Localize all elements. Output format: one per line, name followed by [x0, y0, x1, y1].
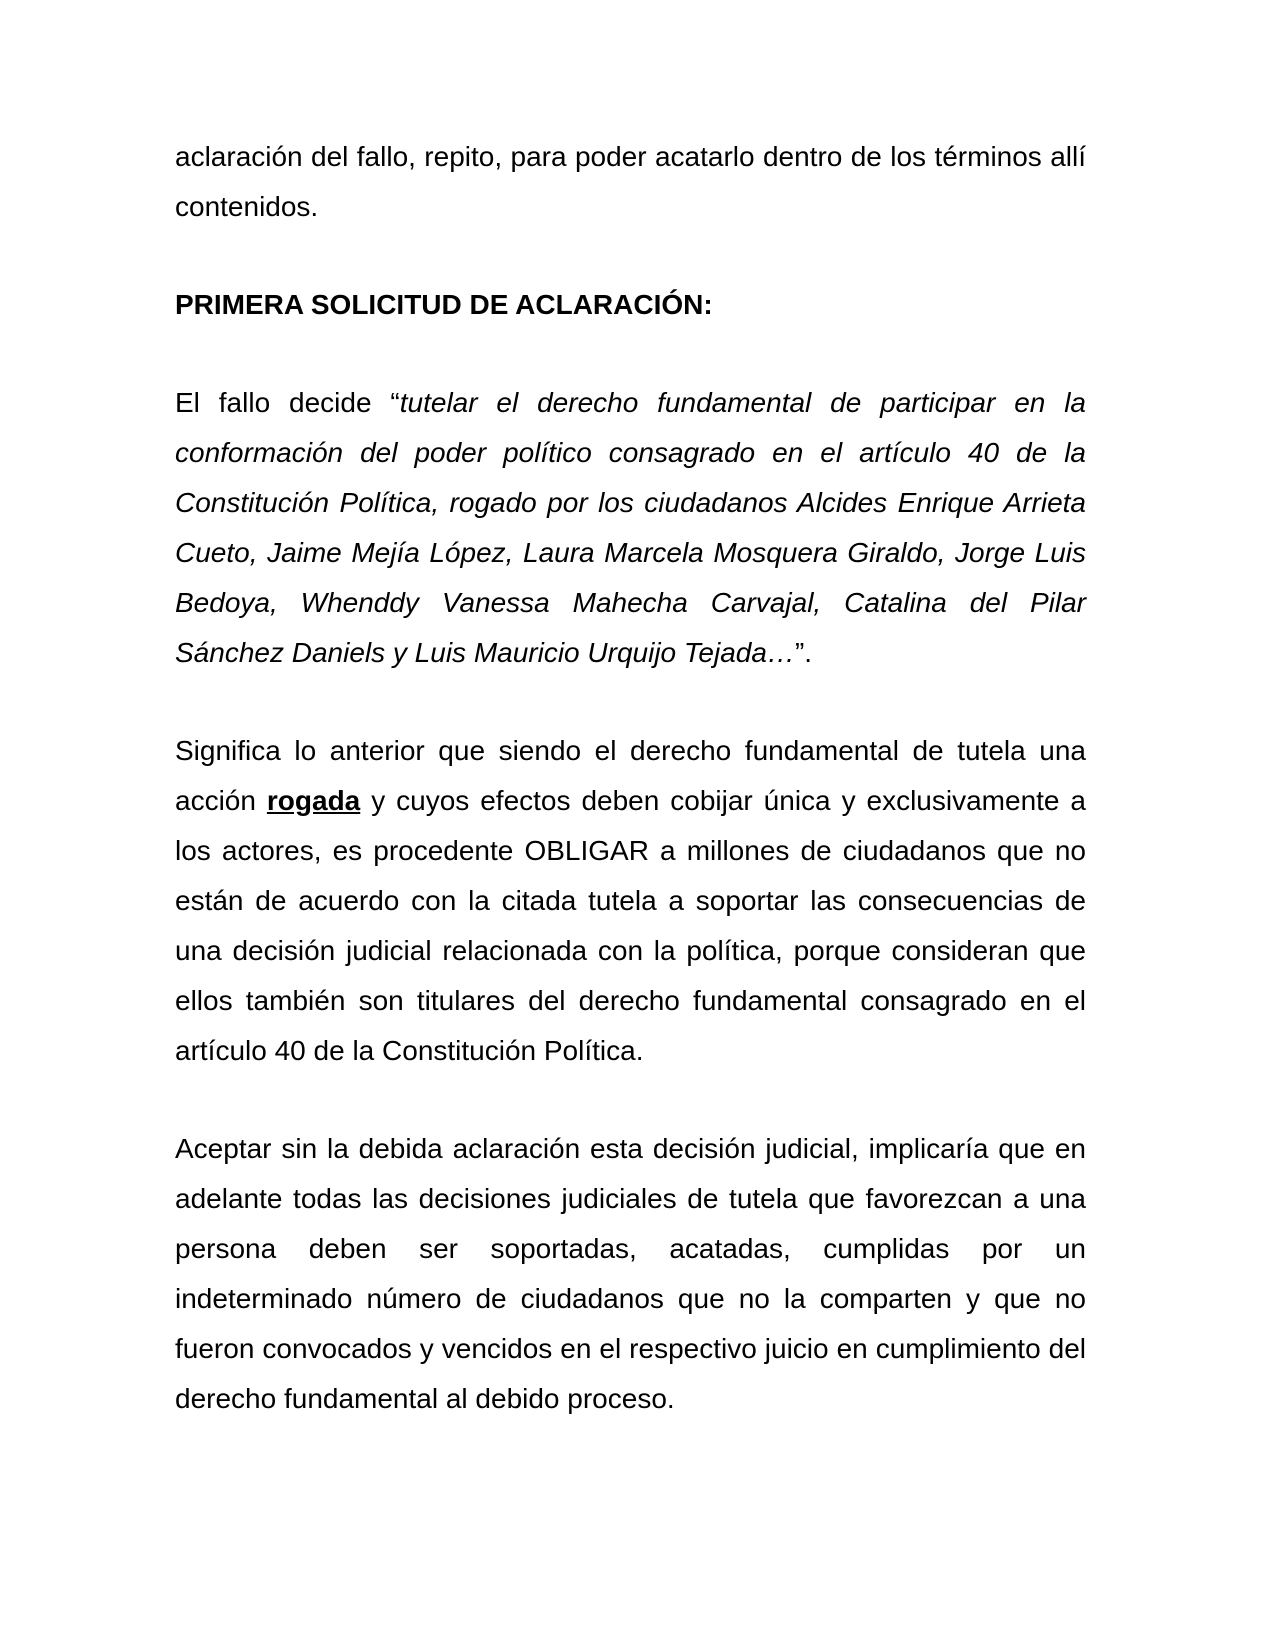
- emphasized-word: rogada: [266, 785, 361, 816]
- significa-before: Significa lo anterior que siendo el derecho fundamental de tutela una acción: [175, 735, 1086, 816]
- quoted-ruling: tutelar el derecho fundamental de participar en la conformación del poder político consagrado en el artículo 40 de la Constitución Política, rogado por los ciudadanos Alcides Enrique Arrieta Cueto, Jaime Mejía López, Laura Marcela Mosquera Giraldo, Jorge Luis Bedoya, Whenddy Vanessa Mahecha Carvajal, Catalina del Pilar Sánchez Daniels y Luis Mauricio Urquijo Tejada…: [175, 387, 1087, 668]
- document-page: [175, 132, 1086, 1472]
- section-heading: PRIMERA SOLICITUD DE ACLARACIÓN:: [175, 289, 713, 320]
- quote-lead: El fallo decide “: [175, 387, 400, 418]
- quote-tail: ”.: [794, 637, 813, 668]
- intro-paragraph: aclaración del fallo, repito, para poder acatarlo dentro de los términos allí contenidos.: [175, 141, 1086, 222]
- significa-paragraph: [175, 726, 1086, 1076]
- quote-paragraph: [175, 378, 1086, 678]
- aceptar-paragraph: Aceptar sin la debida aclaración esta decisión judicial, implicaría que en adelante todas las decisiones judiciales de tutela que favorezcan a una persona deben ser soportadas, acatadas, cumplidas por un indeterminado número de ciudadanos que no la comparten y que no fueron convocados y vencidos en el respectivo juicio en cumplimiento del derecho fundamental al debido proceso.: [175, 1133, 1086, 1414]
- significa-after: y cuyos efectos deben cobijar única y exclusivamente a los actores, es procedente OBLIGAR a millones de ciudadanos que no están de acuerdo con la citada tutela a soportar las consecuencias de una decisión judicial relacionada con la política, porque consideran que ellos también son titulares del derecho fundamental consagrado en el artículo 40 de la Constitución Política.: [175, 785, 1087, 1066]
